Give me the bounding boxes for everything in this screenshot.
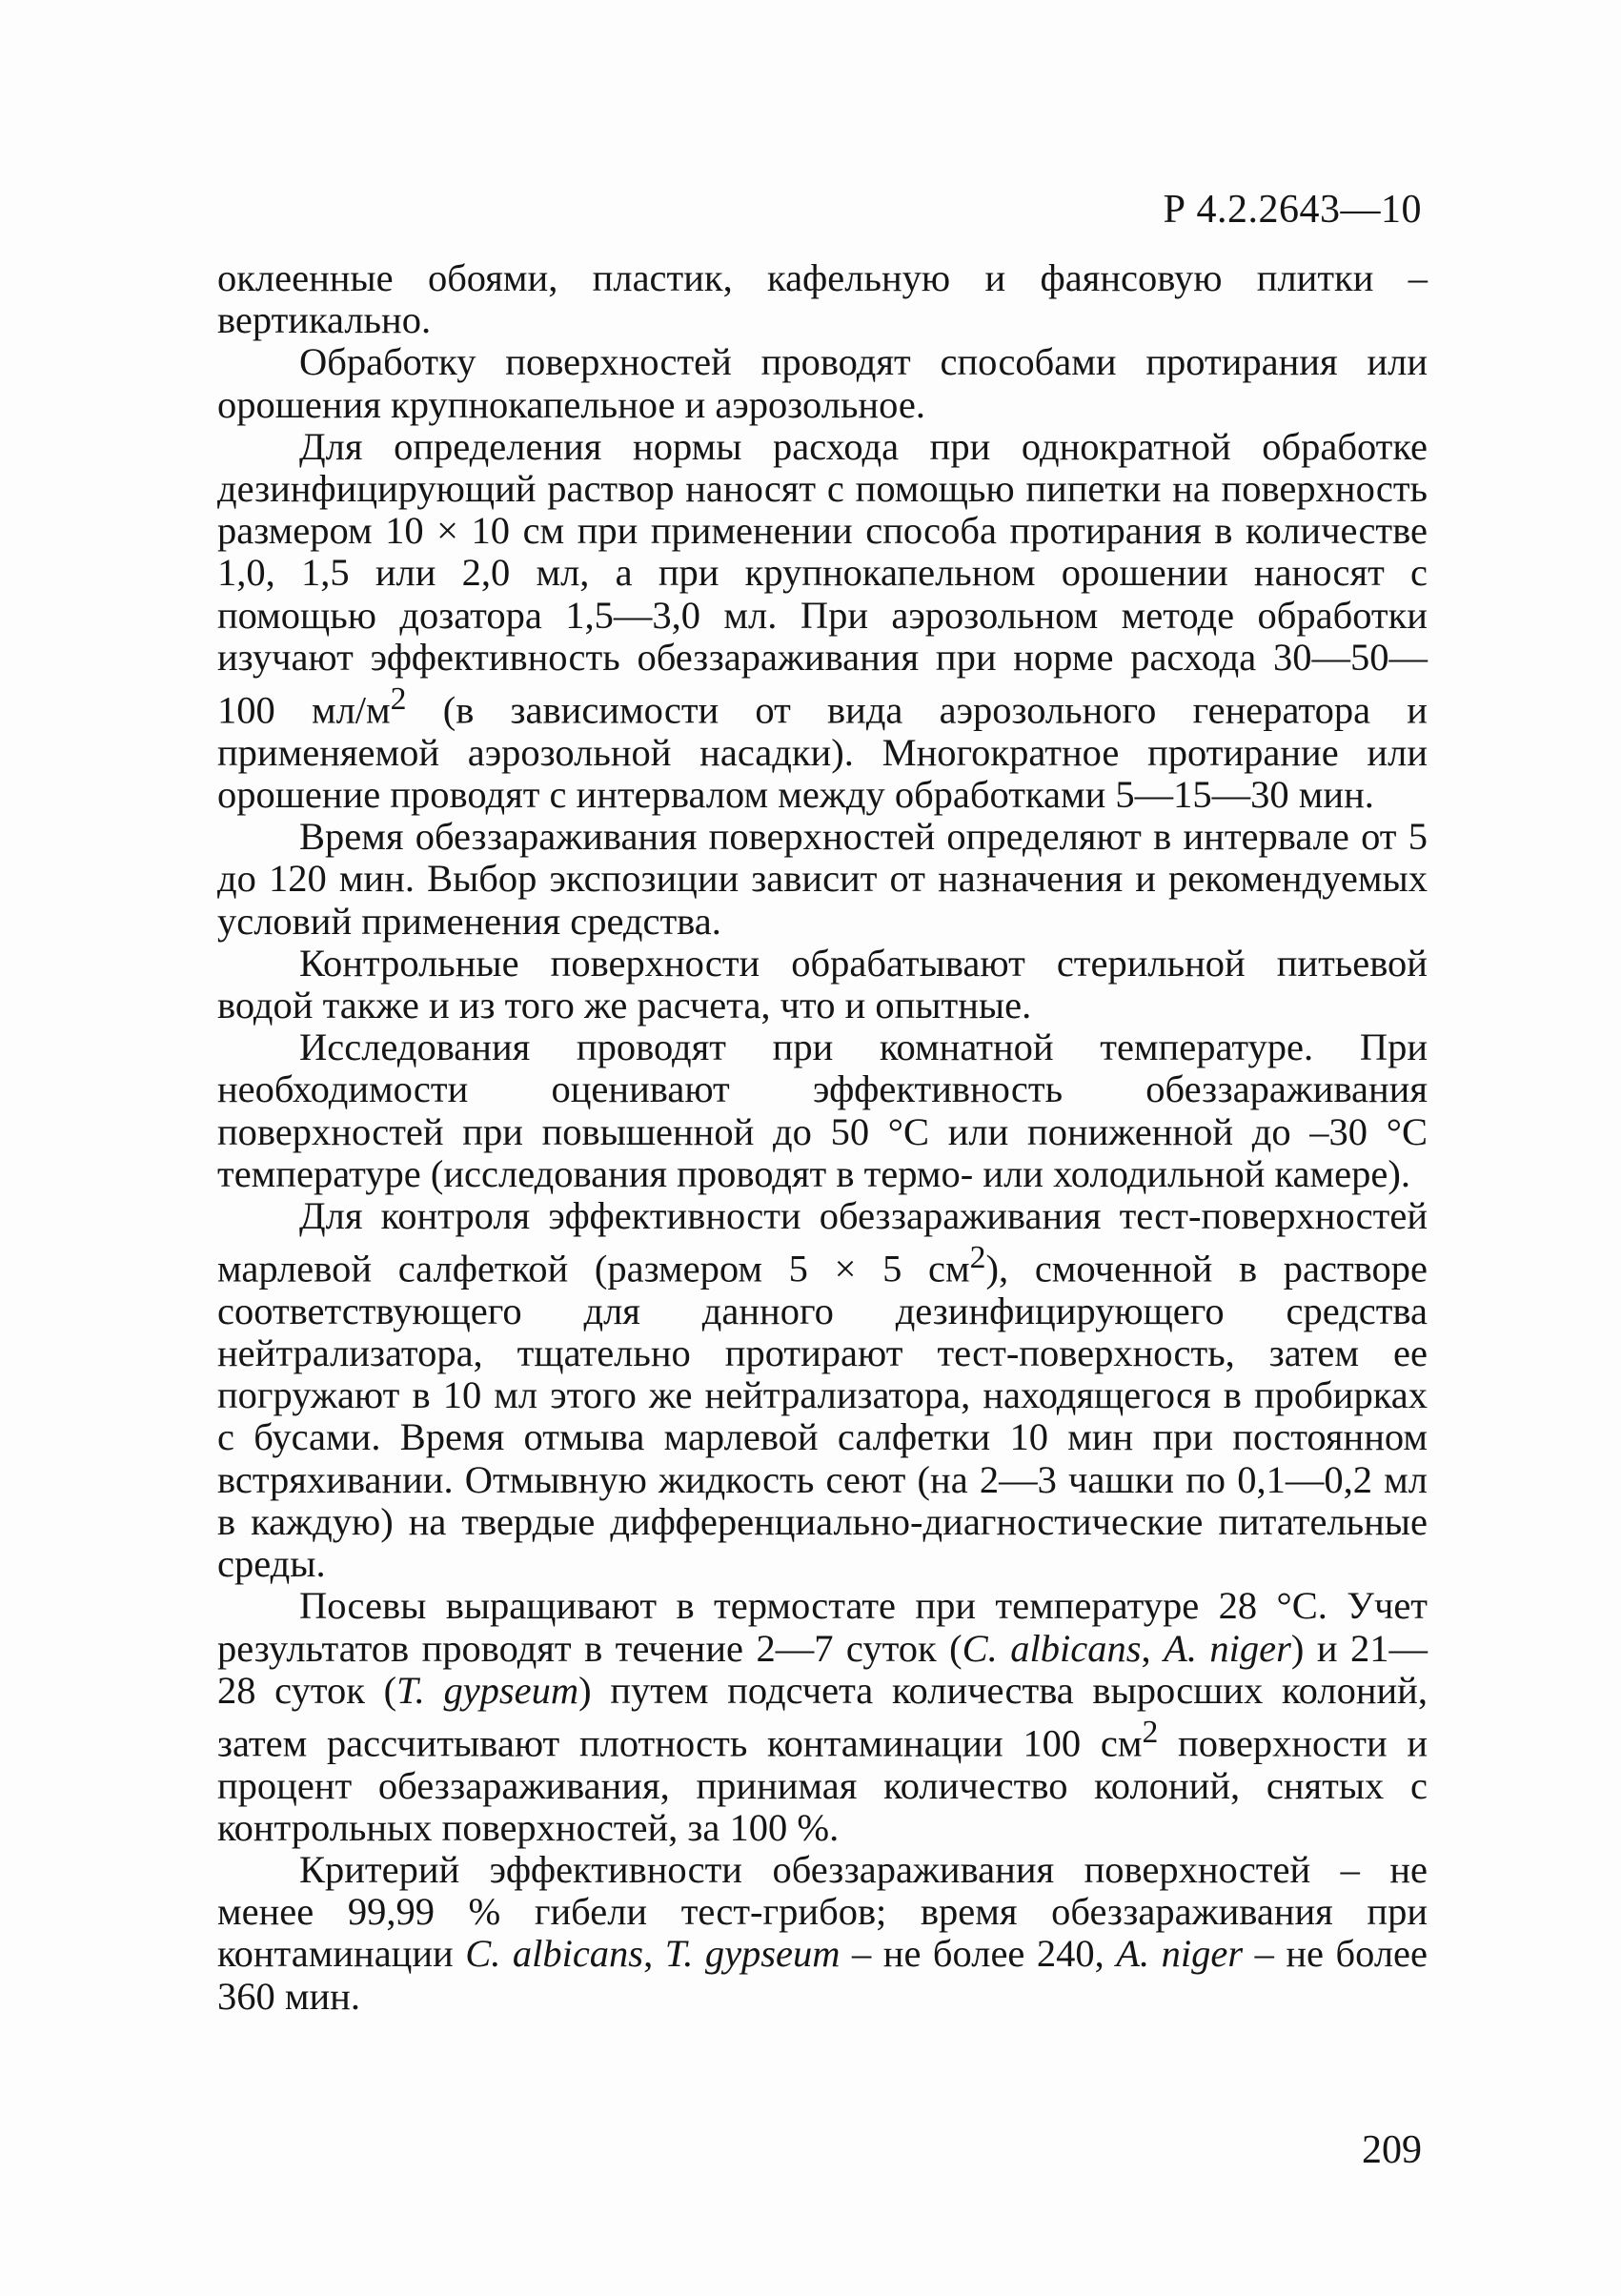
species-name: C. albicans [465,1932,644,1976]
page-number: 209 [1362,2128,1422,2172]
document-code-header: Р 4.2.2643—10 [1163,188,1422,232]
text-segment: Для контроля эффективности обеззараживания тест-поверхностей марлевой салфеткой (размером 5 × 5 см [217,1193,1428,1290]
text-segment: ), смоченной в растворе соответствующего для данного дезинфицирующего средства нейтрализатора, тщательно протирают тест-поверхность, затем ее погружают в 10 мл этого же нейтрализатора, находящегося в пробирках с бусами. Время отмыва марлевой салфетки 10 мин при постоянном встряхивании. Отмывную жидкость сеют (на 2—3 чашки по 0,1—0,2 мл в каждую) на твердые дифференциально-диагностические питательные среды. [217,1247,1428,1586]
text-segment: – не более 240, [840,1932,1117,1976]
text-segment: , [1141,1626,1165,1670]
species-name: A. niger [1116,1932,1244,1976]
paragraph-efficiency-control [217,1195,1428,1585]
superscript: 2 [390,681,407,718]
superscript: 2 [1142,1714,1159,1750]
body-text [217,257,1428,2018]
text-segment: Для определения нормы расхода при однократной обработке дезинфицирующий раствор наносят с помощью пипетки на поверхность размером 10 × 10 см при применении способа протирания в количестве 1,0, 1,5 или 2,0 мл, а при крупнокапельном орошении наносят с помощью дозатора 1,5—3,0 мл. При аэрозольном методе обработки изучают эффективность обеззараживания при норме расхода 30—50—100 мл/м [217,424,1428,732]
text-segment: поверхности и процент обеззараживания, принимая количество колоний, снятых с контрольных поверхностей, за 100 %. [217,1721,1428,1849]
species-name: T. gypseum [396,1668,579,1712]
paragraph-continuation: оклеенные обоями, пластик, кафельную и фаянсовую плитки – вертикально. [217,256,1428,342]
text-segment: ) путем подсчета количества выросших колоний, затем рассчитывают плотность контаминации 100 см [217,1668,1428,1765]
text-segment: ) и 21—28 суток ( [217,1626,1428,1712]
paragraph-temperature: Исследования проводят при комнатной температуре. При необходимости оценивают эффективность обеззараживания поверхностей при повышенной до 50 °С или пониженной до –30 °С температуре (исследования проводят в термо- или холодильной камере). [217,1026,1428,1195]
species-name: A. niger [1164,1626,1291,1670]
text-segment: Критерий эффективности обеззараживания поверхностей – не менее 99,99 % гибели тест-грибов; время обеззараживания при контаминации [217,1848,1428,1976]
paragraph-criterion [217,1849,1428,2018]
species-name: T. gypseum [664,1932,841,1976]
paragraph-exposure-time: Время обеззараживания поверхностей определяют в интервале от 5 до 120 мин. Выбор экспозиции зависит от назначения и рекомендуемых условий применения средства. [217,815,1428,943]
paragraph-treatment-methods: Обработку поверхностей проводят способами протирания или орошения крупнокапельное и аэрозольное. [217,340,1428,426]
paragraph-cultures [217,1585,1428,1849]
paragraph-control-surfaces: Контрольные поверхности обрабатывают стерильной питьевой водой также и из того же расчета, что и опытные. [217,941,1428,1026]
text-segment: (в зависимости от вида аэрозольного генератора и применяемой аэрозольной насадки). Многократное протирание или орошение проводят с интервалом между обработками 5—15—30 мин. [217,688,1428,816]
text-segment: Посевы выращивают в термостате при температуре 28 °С. Учет результатов проводят в течение 2—7 суток ( [217,1584,1428,1670]
text-segment: , [643,1932,665,1976]
superscript: 2 [969,1240,986,1276]
text-segment: – не более 360 мин. [217,1932,1429,2018]
paragraph-consumption-rate [217,426,1428,816]
species-name: C. albicans [962,1626,1142,1670]
